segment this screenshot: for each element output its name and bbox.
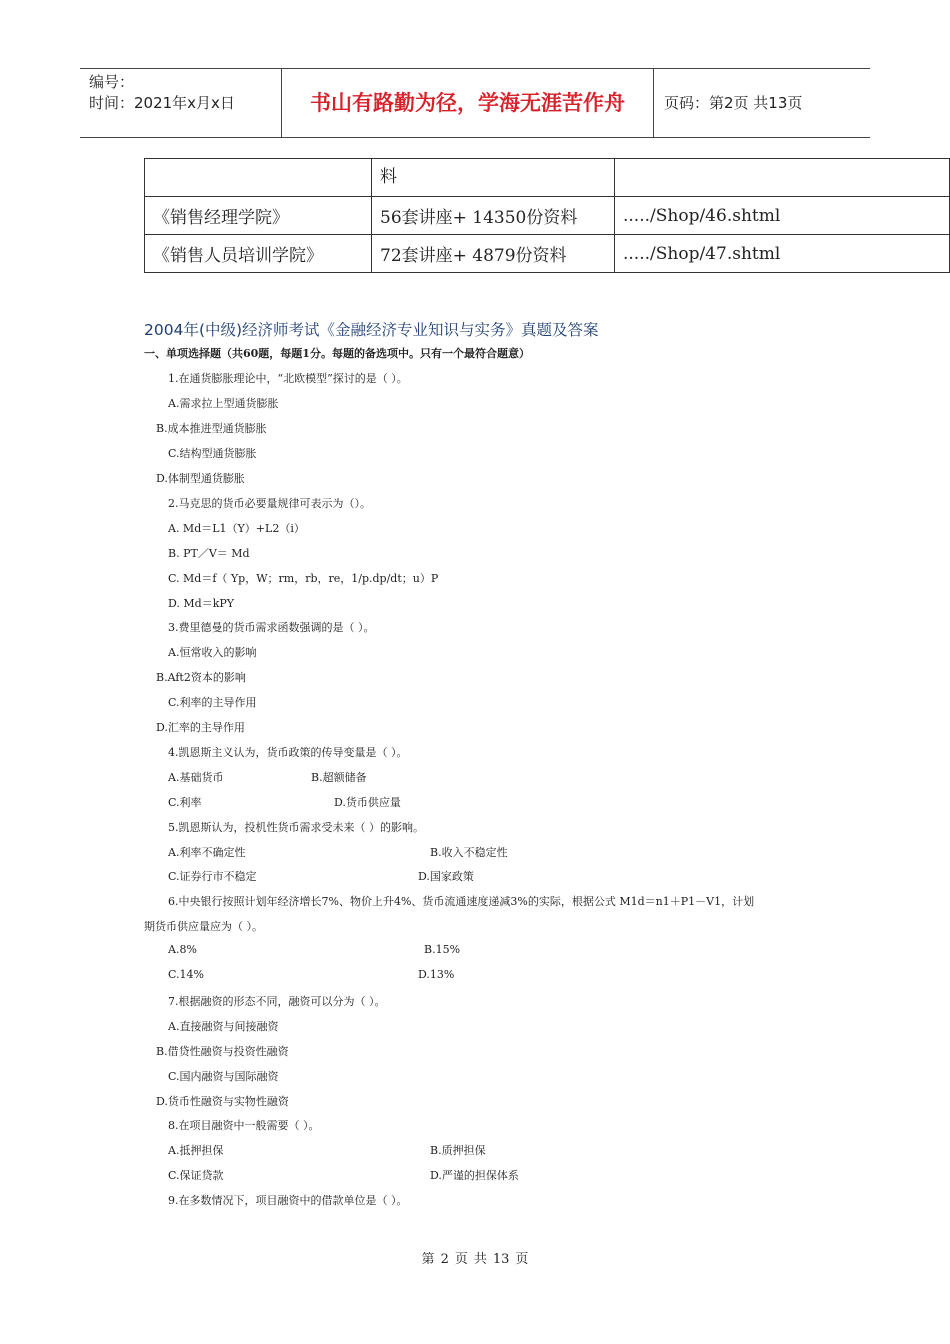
table-row xyxy=(145,197,950,235)
answer-option: D.汇率的主导作用 xyxy=(156,721,245,734)
footer-total-pages: 13 xyxy=(492,1252,510,1267)
answer-option: D.严谨的担保体系 xyxy=(430,1169,519,1182)
question-text: 7.根据融资的形态不同，融资可以分为（ ）。 xyxy=(168,995,386,1008)
answer-option: D.体制型通货膨胀 xyxy=(156,472,245,485)
footer-text: 页 xyxy=(454,1252,468,1267)
answer-option: D.13% xyxy=(418,968,455,981)
answer-option: A.直接融资与间接融资 xyxy=(168,1020,279,1033)
answer-option: B.成本推进型通货膨胀 xyxy=(156,422,267,435)
table-cell: 72套讲座+ 4879份资料 xyxy=(372,235,615,273)
answer-option: C.利率 xyxy=(168,796,202,809)
answer-option: D.货币供应量 xyxy=(334,796,401,809)
header-meta xyxy=(80,69,281,137)
answer-option: D.货币性融资与实物性融资 xyxy=(156,1095,289,1108)
answer-option: C.利率的主导作用 xyxy=(168,696,257,709)
answer-option: B.15% xyxy=(424,943,461,956)
page-header xyxy=(80,68,870,138)
answer-option: D.国家政策 xyxy=(418,870,474,883)
answer-option: B. PT／V＝ Md xyxy=(168,547,250,560)
section-heading: 一、单项选择题（共60题，每题1分。每题的备选项中。只有一个最符合题意） xyxy=(144,347,530,360)
footer-text: 共 xyxy=(473,1252,487,1267)
question-text: 5.凯恩斯认为，投机性货币需求受未来（ ）的影响。 xyxy=(168,821,424,834)
table-cell-link[interactable]: ...../Shop/46.shtml xyxy=(615,197,950,235)
footer-text: 第 xyxy=(421,1252,435,1267)
answer-option: A.需求拉上型通货膨胀 xyxy=(168,397,279,410)
table-cell-link[interactable]: ...../Shop/47.shtml xyxy=(615,235,950,273)
table-row xyxy=(145,159,950,197)
question-text: 8.在项目融资中一般需要（ ）。 xyxy=(168,1119,320,1132)
document-title: 2004年(中级)经济师考试《金融经济专业知识与实务》真题及答案 xyxy=(144,321,599,339)
question-text: 4.凯恩斯主义认为，货币政策的传导变量是（ ）。 xyxy=(168,746,408,759)
answer-option: C. Md＝f（ Yp，W；rm，rb，re，1/p.dp/dt；u）P xyxy=(168,572,439,585)
question-text: 3.费里德曼的货币需求函数强调的是（ ）。 xyxy=(168,621,375,634)
answer-option: C.保证贷款 xyxy=(168,1169,224,1182)
table-cell: 《销售人员培训学院》 xyxy=(145,235,372,273)
footer-text: 页 xyxy=(515,1252,529,1267)
doc-number-label: 编号： xyxy=(89,73,135,91)
header-page-info: 页码：第2页 共13页 xyxy=(664,94,803,112)
table-cell: 《销售经理学院》 xyxy=(145,197,372,235)
answer-option: B.借贷性融资与投资性融资 xyxy=(156,1045,289,1058)
question-text: 期货币供应量应为（ ）。 xyxy=(144,920,263,933)
table-row xyxy=(145,235,950,273)
question-text: 6.中央银行按照计划年经济增长7%、物价上升4%、货币流通速度递减3%的实际，根据公式 M1d＝n1＋P1－V1，计划 xyxy=(168,895,755,908)
header-motto: 书山有路勤为径，学海无涯苦作舟 xyxy=(281,69,654,137)
answer-option: A.利率不确定性 xyxy=(168,846,246,859)
answer-option: D. Md＝kPY xyxy=(168,597,235,610)
answer-option: C.结构型通货膨胀 xyxy=(168,447,257,460)
question-text: 1.在通货膨胀理论中，“北欧模型”探讨的是（ ）。 xyxy=(168,372,408,385)
footer-page-number: 2 xyxy=(440,1252,449,1267)
table-cell xyxy=(145,159,372,197)
answer-option: C.14% xyxy=(168,968,204,981)
answer-option: B.收入不稳定性 xyxy=(430,846,508,859)
doc-time-label: 时间：2021年x月x日 xyxy=(89,94,235,112)
answer-option: B.Aft2资本的影响 xyxy=(156,671,246,684)
answer-option: A.恒常收入的影响 xyxy=(168,646,257,659)
table-cell xyxy=(615,159,950,197)
answer-option: A.8% xyxy=(168,943,197,956)
table-cell: 料 xyxy=(372,159,615,197)
answer-option: A.抵押担保 xyxy=(168,1144,224,1157)
question-text: 2.马克思的货币必要量规律可表示为（）。 xyxy=(168,497,371,510)
answer-option: B.超额储备 xyxy=(311,771,367,784)
answer-option: C.国内融资与国际融资 xyxy=(168,1070,279,1083)
page-footer xyxy=(0,1248,950,1267)
resource-table xyxy=(144,158,950,273)
answer-option: C.证券行市不稳定 xyxy=(168,870,257,883)
answer-option: A.基础货币 xyxy=(168,771,224,784)
question-text: 9.在多数情况下，项目融资中的借款单位是（ ）。 xyxy=(168,1194,408,1207)
answer-option: B.质押担保 xyxy=(430,1144,486,1157)
table-cell: 56套讲座+ 14350份资料 xyxy=(372,197,615,235)
answer-option: A. Md＝L1（Y）+L2（i） xyxy=(168,522,305,535)
